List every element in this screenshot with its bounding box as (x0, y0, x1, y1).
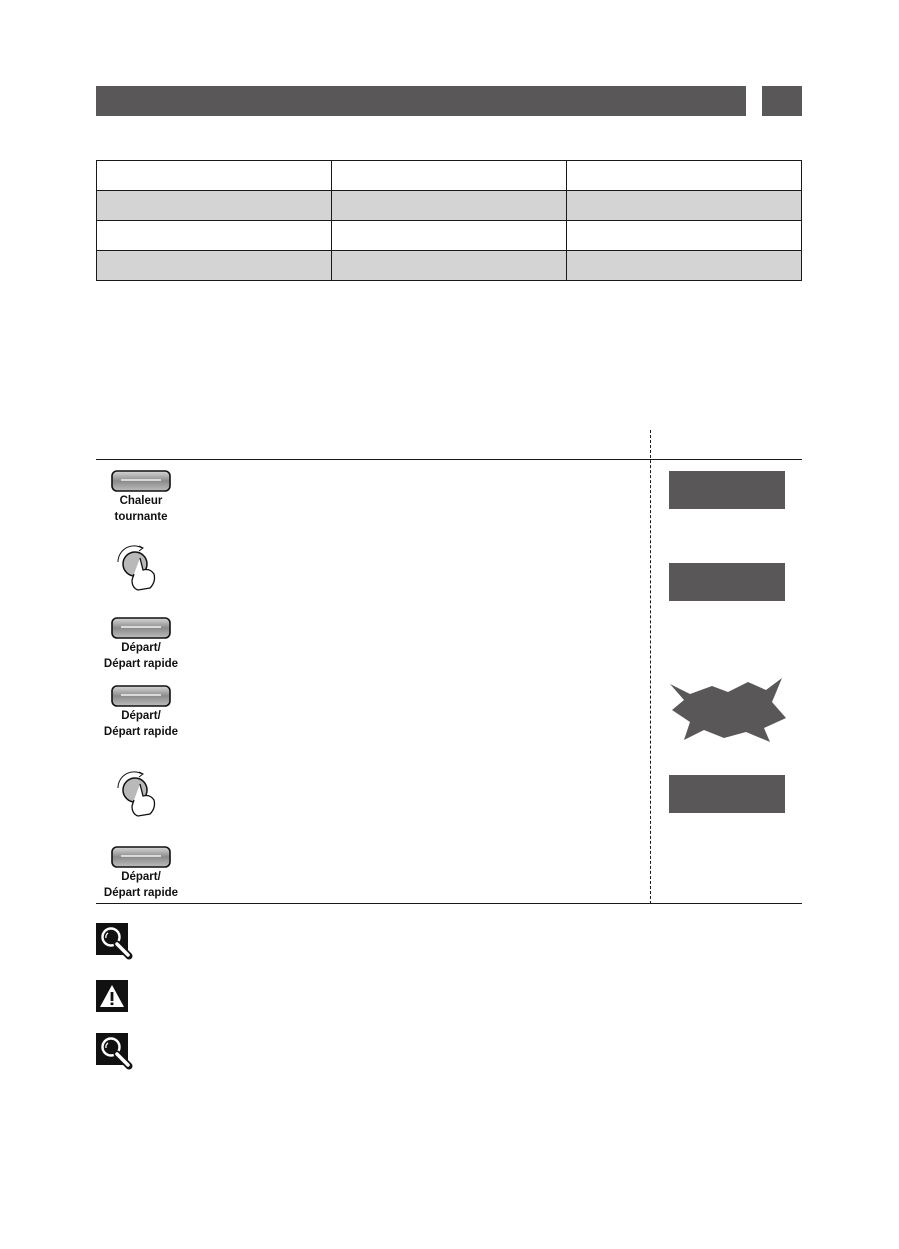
dial-hand-icon (112, 544, 172, 594)
key-label-line1: Départ/ (121, 871, 161, 883)
header-bar (96, 86, 746, 116)
dial-hand-icon (112, 770, 172, 820)
depart-key[interactable] (91, 685, 191, 739)
warning-icon (96, 980, 134, 1018)
key-button-icon (111, 685, 171, 707)
table-cell (332, 191, 567, 221)
table-row (97, 221, 802, 251)
key-label-line2: Départ rapide (103, 887, 179, 899)
table-cell (97, 161, 332, 191)
steps-top-rule (96, 459, 802, 460)
magnifier-icon (96, 1033, 134, 1071)
key-label-line1: Départ/ (121, 710, 161, 722)
table-cell (332, 221, 567, 251)
table-row (97, 161, 802, 191)
key-label-line1: Chaleur (119, 495, 163, 507)
rotary-dial[interactable] (112, 544, 172, 599)
table-row (97, 191, 802, 221)
key-label-line2: tournante (114, 511, 168, 523)
display-panel (669, 775, 785, 813)
steps-bottom-rule (96, 903, 802, 904)
magnifier-icon (96, 923, 134, 961)
depart-key[interactable] (91, 617, 191, 671)
table-cell (97, 251, 332, 281)
header-page-box (762, 86, 802, 116)
table-cell (332, 251, 567, 281)
key-button-icon (111, 470, 171, 492)
table-cell (332, 161, 567, 191)
data-table (96, 160, 802, 281)
dashed-divider (650, 430, 651, 904)
key-button-icon (111, 617, 171, 639)
rotary-dial[interactable] (112, 770, 172, 825)
key-label-line2: Départ rapide (103, 726, 179, 738)
display-panel (669, 471, 785, 509)
display-panel (669, 563, 785, 601)
display-flash-icon (666, 672, 788, 744)
table-cell (97, 221, 332, 251)
table-row (97, 251, 802, 281)
table-cell (567, 251, 802, 281)
table-cell (567, 191, 802, 221)
table-cell (97, 191, 332, 221)
table-cell (567, 161, 802, 191)
chaleur-tournante-key[interactable] (91, 470, 191, 524)
table-cell (567, 221, 802, 251)
key-label-line1: Départ/ (121, 642, 161, 654)
key-label-line2: Départ rapide (103, 658, 179, 670)
key-button-icon (111, 846, 171, 868)
depart-key[interactable] (91, 846, 191, 900)
